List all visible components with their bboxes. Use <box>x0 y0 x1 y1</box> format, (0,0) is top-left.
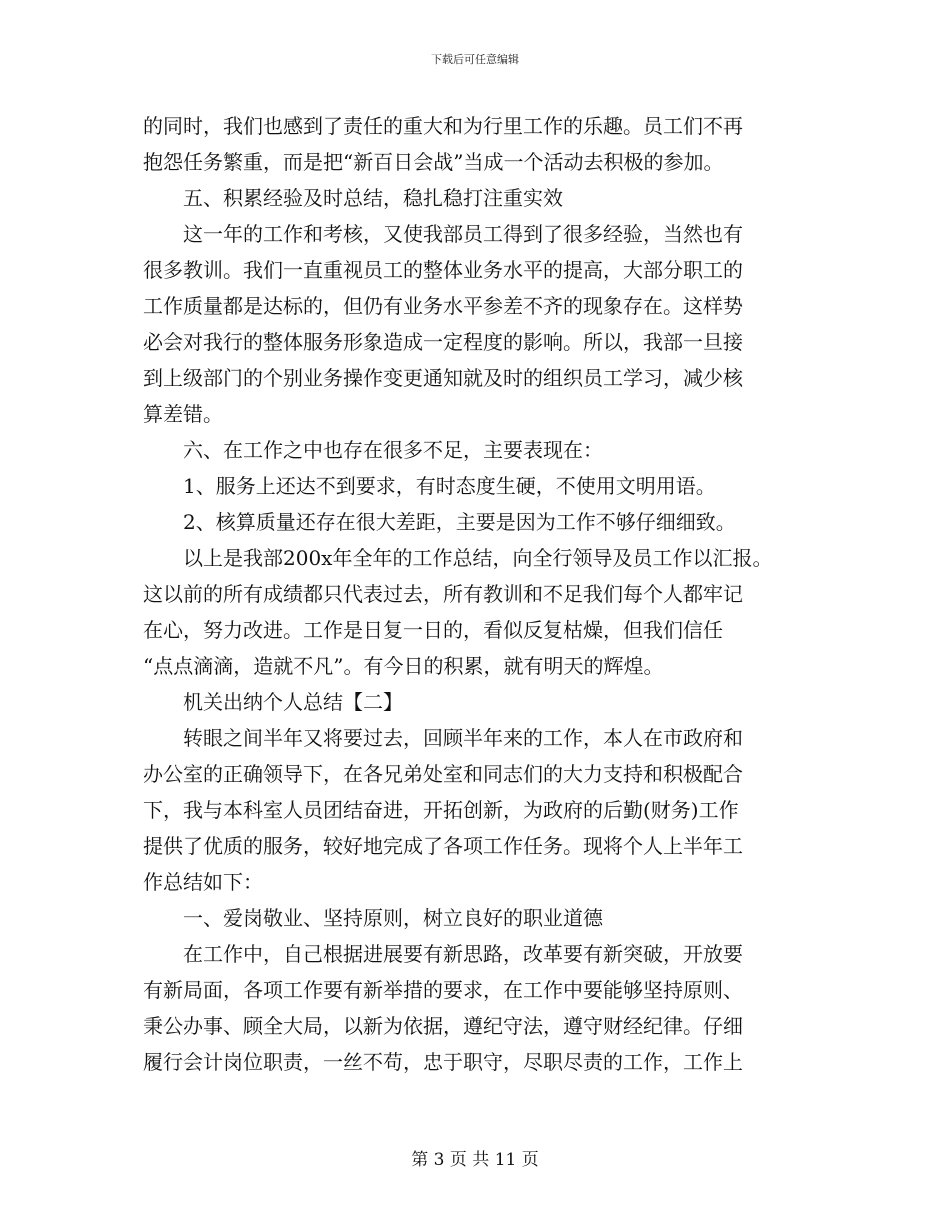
text-line: 到上级部门的个别业务操作变更通知就及时的组织员工学习，减少核 <box>143 366 743 390</box>
text-line: “点点滴滴，造就不凡”。有今日的积累，就有明天的辉煌。 <box>143 654 664 678</box>
document-body <box>143 108 803 1080</box>
text-line: 在心，努力改进。工作是日复一日的，看似反复枯燥，但我们信任 <box>143 618 723 642</box>
text-line: 很多教训。我们一直重视员工的整体业务水平的提高，大部分职工的 <box>143 258 743 282</box>
text-line: 的同时，我们也感到了责任的重大和为行里工作的乐趣。员工们不再 <box>143 114 743 138</box>
page-footer: 第 3 页 共 11 页 <box>411 1150 539 1170</box>
section-heading: 一、爱岗敬业、坚持原则，树立良好的职业道德 <box>183 906 603 930</box>
text-line: 算差错。 <box>143 402 223 426</box>
text-line: 转眼之间半年又将要过去，回顾半年来的工作，本人在市政府和 <box>183 726 743 750</box>
text-line: 抱怨任务繁重，而是把“新百日会战”当成一个活动去积极的参加。 <box>143 150 724 174</box>
page-header: 下载后可任意编辑 <box>431 53 519 66</box>
text-line: 有新局面，各项工作要有新举措的要求，在工作中要能够坚持原则、 <box>143 978 743 1002</box>
text-line: 以上是我部200x年全年的工作总结，向全行领导及员工作以汇报。 <box>183 546 773 570</box>
list-item: 1、服务上还达不到要求，有时态度生硬，不使用文明用语。 <box>183 474 716 498</box>
text-line: 在工作中，自己根据进展要有新思路，改革要有新突破，开放要 <box>183 942 743 966</box>
text-line: 这一年的工作和考核，又使我部员工得到了很多经验，当然也有 <box>183 222 743 246</box>
text-line: 提供了优质的服务，较好地完成了各项工作任务。现将个人上半年工 <box>143 834 743 858</box>
text-line: 下，我与本科室人员团结奋进，开拓创新，为政府的后勤(财务)工作 <box>143 798 739 822</box>
text-line: 必会对我行的整体服务形象造成一定程度的影响。所以，我部一旦接 <box>143 330 743 354</box>
section-heading: 五、积累经验及时总结，稳扎稳打注重实效 <box>183 186 563 210</box>
text-line: 这以前的所有成绩都只代表过去，所有教训和不足我们每个人都牢记 <box>143 582 743 606</box>
section-heading: 六、在工作之中也存在很多不足，主要表现在： <box>183 438 603 462</box>
list-item: 2、核算质量还存在很大差距，主要是因为工作不够仔细细致。 <box>183 510 736 534</box>
text-line: 秉公办事、顾全大局，以新为依据，遵纪守法，遵守财经纪律。仔细 <box>143 1014 743 1038</box>
text-line: 履行会计岗位职责，一丝不苟，忠于职守，尽职尽责的工作，工作上 <box>143 1050 743 1074</box>
text-line: 工作质量都是达标的，但仍有业务水平参差不齐的现象存在。这样势 <box>143 294 743 318</box>
section-title: 机关出纳个人总结【二】 <box>183 690 403 714</box>
text-line: 办公室的正确领导下，在各兄弟处室和同志们的大力支持和积极配合 <box>143 762 743 786</box>
text-line: 作总结如下： <box>143 870 263 894</box>
